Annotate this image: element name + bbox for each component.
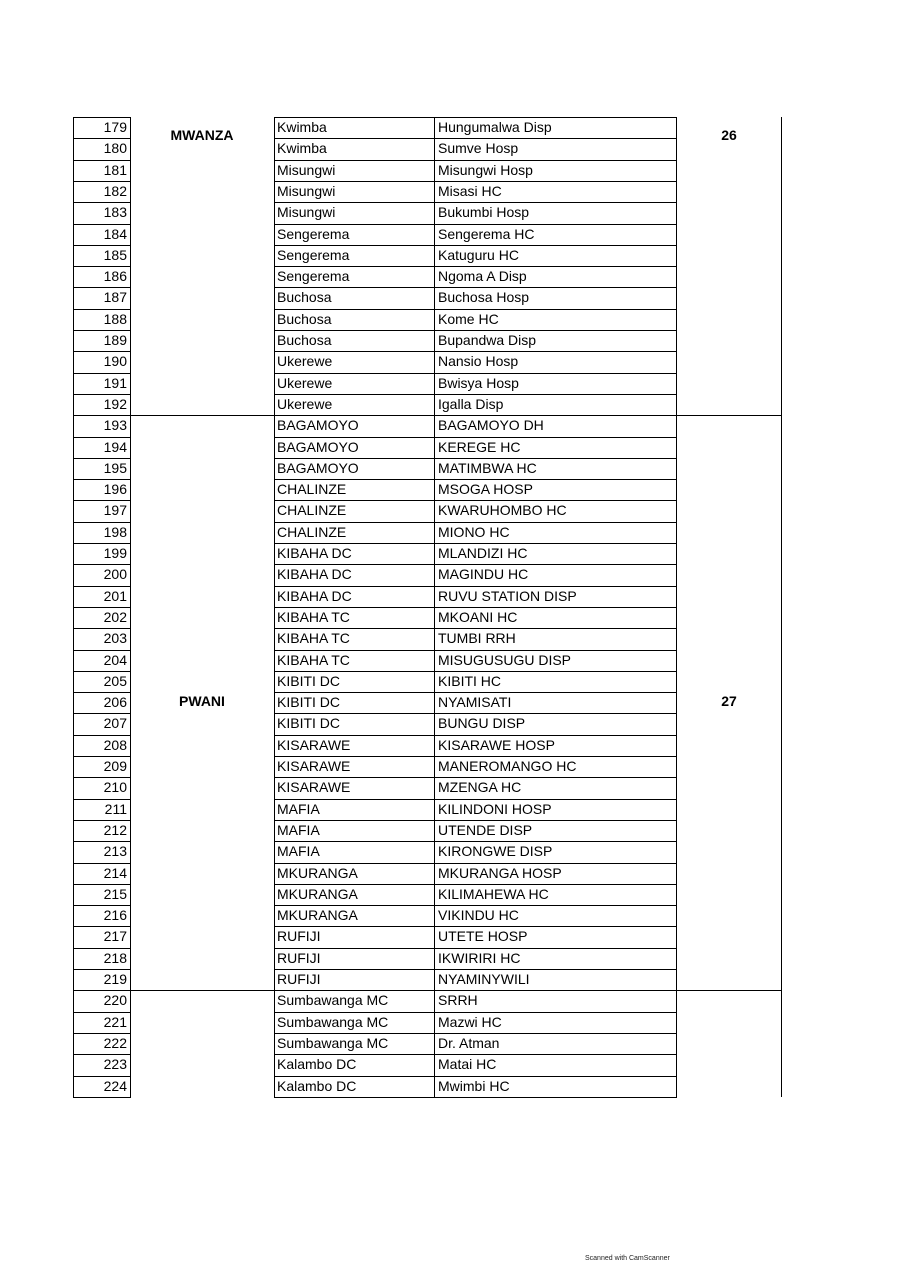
row-number: 224 xyxy=(103,1078,127,1094)
district-cell: BAGAMOYO xyxy=(277,439,359,455)
facility-cell: Dr. Atman xyxy=(438,1035,500,1051)
facility-cell: Katuguru HC xyxy=(438,247,519,263)
row-number: 218 xyxy=(103,950,127,966)
facility-cell: MKURANGA HOSP xyxy=(438,865,562,881)
district-cell: Ukerewe xyxy=(277,375,333,391)
row-number: 220 xyxy=(103,992,127,1008)
district-cell: MAFIA xyxy=(277,843,320,859)
row-number: 201 xyxy=(103,588,127,604)
district-cell: CHALINZE xyxy=(277,502,347,518)
facility-cell: MKOANI HC xyxy=(438,609,518,625)
district-cell: Sengerema xyxy=(277,226,350,242)
facility-cell: KIRONGWE DISP xyxy=(438,843,553,859)
facility-cell: Nansio Hosp xyxy=(438,353,519,369)
district-cell: KIBAHA DC xyxy=(277,588,352,604)
row-number: 204 xyxy=(103,652,127,668)
district-cell: KISARAWE xyxy=(277,737,351,753)
district-cell: Ukerewe xyxy=(277,396,333,412)
row-number: 188 xyxy=(103,311,127,327)
scanner-watermark: Scanned with CamScanner xyxy=(585,1255,670,1262)
region-name: PWANI xyxy=(179,693,225,709)
facility-cell: MIONO HC xyxy=(438,524,510,540)
facility-cell: Mazwi HC xyxy=(438,1014,502,1030)
facility-cell: MATIMBWA HC xyxy=(438,460,537,476)
district-cell: Sengerema xyxy=(277,247,350,263)
row-number: 195 xyxy=(103,460,127,476)
table-border-right xyxy=(781,117,782,1097)
row-number: 203 xyxy=(103,630,127,646)
row-number: 179 xyxy=(103,119,127,135)
row-number: 210 xyxy=(103,779,127,795)
group-separator xyxy=(130,415,274,416)
district-cell: Sengerema xyxy=(277,268,350,284)
facility-cell: KILIMAHEWA HC xyxy=(438,886,549,902)
facility-cell: Bukumbi Hosp xyxy=(438,204,530,220)
facility-cell: Misasi HC xyxy=(438,183,502,199)
facility-cell: BAGAMOYO DH xyxy=(438,417,544,433)
district-cell: Sumbawanga MC xyxy=(277,1014,389,1030)
facility-cell: Hungumalwa Disp xyxy=(438,119,552,135)
row-number: 193 xyxy=(103,417,127,433)
district-cell: Misungwi xyxy=(277,183,336,199)
row-number: 184 xyxy=(103,226,127,242)
facility-cell: Ngoma A Disp xyxy=(438,268,527,284)
row-number: 219 xyxy=(103,971,127,987)
facility-cell: KISARAWE HOSP xyxy=(438,737,555,753)
district-cell: KIBAHA TC xyxy=(277,609,350,625)
facility-cell: Kome HC xyxy=(438,311,499,327)
facility-cell: TUMBI RRH xyxy=(438,630,516,646)
facility-cell: MAGINDU HC xyxy=(438,566,529,582)
region-code: 27 xyxy=(721,693,737,709)
district-cell: Kwimba xyxy=(277,119,327,135)
district-cell: Sumbawanga MC xyxy=(277,1035,389,1051)
district-cell: KIBITI DC xyxy=(277,715,341,731)
row-number: 196 xyxy=(103,481,127,497)
district-cell: KIBAHA TC xyxy=(277,630,350,646)
row-number: 223 xyxy=(103,1056,127,1072)
row-number: 181 xyxy=(103,162,127,178)
district-cell: BAGAMOYO xyxy=(277,417,359,433)
district-cell: Kwimba xyxy=(277,140,327,156)
row-number: 194 xyxy=(103,439,127,455)
district-cell: Misungwi xyxy=(277,204,336,220)
district-cell: CHALINZE xyxy=(277,481,347,497)
row-number: 183 xyxy=(103,204,127,220)
row-number: 198 xyxy=(103,524,127,540)
district-cell: CHALINZE xyxy=(277,524,347,540)
row-number: 208 xyxy=(103,737,127,753)
row-number: 207 xyxy=(103,715,127,731)
facility-cell: Bwisya Hosp xyxy=(438,375,519,391)
facility-cell: SRRH xyxy=(438,992,478,1008)
row-number: 192 xyxy=(103,396,127,412)
facility-cell: UTETE HOSP xyxy=(438,928,528,944)
district-cell: KISARAWE xyxy=(277,779,351,795)
facility-cell: Igalla Disp xyxy=(438,396,504,412)
facility-cell: KEREGE HC xyxy=(438,439,521,455)
district-cell: MKURANGA xyxy=(277,865,358,881)
facility-cell: NYAMINYWILI xyxy=(438,971,530,987)
district-cell: BAGAMOYO xyxy=(277,460,359,476)
row-line xyxy=(274,1097,677,1098)
facility-cell: VIKINDU HC xyxy=(438,907,519,923)
district-cell: Buchosa xyxy=(277,332,332,348)
row-number: 213 xyxy=(103,843,127,859)
row-number: 185 xyxy=(103,247,127,263)
row-number: 217 xyxy=(103,928,127,944)
row-number: 206 xyxy=(103,694,127,710)
group-separator xyxy=(130,990,274,991)
row-number: 205 xyxy=(103,673,127,689)
facility-cell: UTENDE DISP xyxy=(438,822,533,838)
district-cell: MKURANGA xyxy=(277,907,358,923)
district-cell: KIBITI DC xyxy=(277,694,341,710)
row-number: 216 xyxy=(103,907,127,923)
row-number: 221 xyxy=(103,1014,127,1030)
facility-cell: MANEROMANGO HC xyxy=(438,758,577,774)
row-number: 191 xyxy=(103,375,127,391)
row-number: 211 xyxy=(104,801,127,817)
facility-cell: NYAMISATI xyxy=(438,694,512,710)
group-separator xyxy=(676,415,782,416)
row-number: 212 xyxy=(103,822,127,838)
region-name: MWANZA xyxy=(170,127,234,143)
district-cell: MKURANGA xyxy=(277,886,358,902)
facility-cell: MISUGUSUGU DISP xyxy=(438,652,572,668)
district-cell: KIBAHA DC xyxy=(277,545,352,561)
group-separator xyxy=(676,990,782,991)
row-number: 202 xyxy=(103,609,127,625)
district-cell: KIBAHA DC xyxy=(277,566,352,582)
facility-cell: Matai HC xyxy=(438,1056,497,1072)
facility-cell: IKWIRIRI HC xyxy=(438,950,521,966)
facility-cell: KWARUHOMBO HC xyxy=(438,502,567,518)
row-number: 197 xyxy=(103,502,127,518)
district-cell: MAFIA xyxy=(277,822,320,838)
district-cell: MAFIA xyxy=(277,801,320,817)
facility-cell: RUVU STATION DISP xyxy=(438,588,577,604)
district-cell: RUFIJI xyxy=(277,971,321,987)
facility-cell: Buchosa Hosp xyxy=(438,289,530,305)
facility-cell: Sumve Hosp xyxy=(438,140,519,156)
row-number: 209 xyxy=(103,758,127,774)
district-cell: Misungwi xyxy=(277,162,336,178)
district-cell: Ukerewe xyxy=(277,353,333,369)
row-number: 200 xyxy=(103,566,127,582)
district-cell: KISARAWE xyxy=(277,758,351,774)
row-number: 190 xyxy=(103,353,127,369)
district-cell: Sumbawanga MC xyxy=(277,992,389,1008)
facility-cell: MSOGA HOSP xyxy=(438,481,533,497)
row-number: 214 xyxy=(103,865,127,881)
district-cell: KIBAHA TC xyxy=(277,652,350,668)
region-code: 26 xyxy=(721,127,737,143)
facility-cell: MLANDIZI HC xyxy=(438,545,528,561)
facility-cell: Sengerema HC xyxy=(438,226,535,242)
row-number: 182 xyxy=(103,183,127,199)
facility-cell: MZENGA HC xyxy=(438,779,522,795)
row-number: 187 xyxy=(103,289,127,305)
district-cell: Kalambo DC xyxy=(277,1078,357,1094)
row-number: 189 xyxy=(103,332,127,348)
facility-cell: Misungwi Hosp xyxy=(438,162,533,178)
district-cell: RUFIJI xyxy=(277,928,321,944)
row-number: 215 xyxy=(103,886,127,902)
facility-cell: BUNGU DISP xyxy=(438,715,526,731)
district-cell: KIBITI DC xyxy=(277,673,341,689)
facility-cell: Bupandwa Disp xyxy=(438,332,537,348)
facility-cell: KIBITI HC xyxy=(438,673,502,689)
district-cell: Kalambo DC xyxy=(277,1056,357,1072)
row-number: 199 xyxy=(103,545,127,561)
facility-cell: KILINDONI HOSP xyxy=(438,801,552,817)
district-cell: Buchosa xyxy=(277,289,332,305)
row-number: 186 xyxy=(103,268,127,284)
row-number: 180 xyxy=(103,140,127,156)
district-cell: Buchosa xyxy=(277,311,332,327)
district-cell: RUFIJI xyxy=(277,950,321,966)
row-line xyxy=(73,1097,131,1098)
facility-cell: Mwimbi HC xyxy=(438,1078,510,1094)
row-number: 222 xyxy=(103,1035,127,1051)
